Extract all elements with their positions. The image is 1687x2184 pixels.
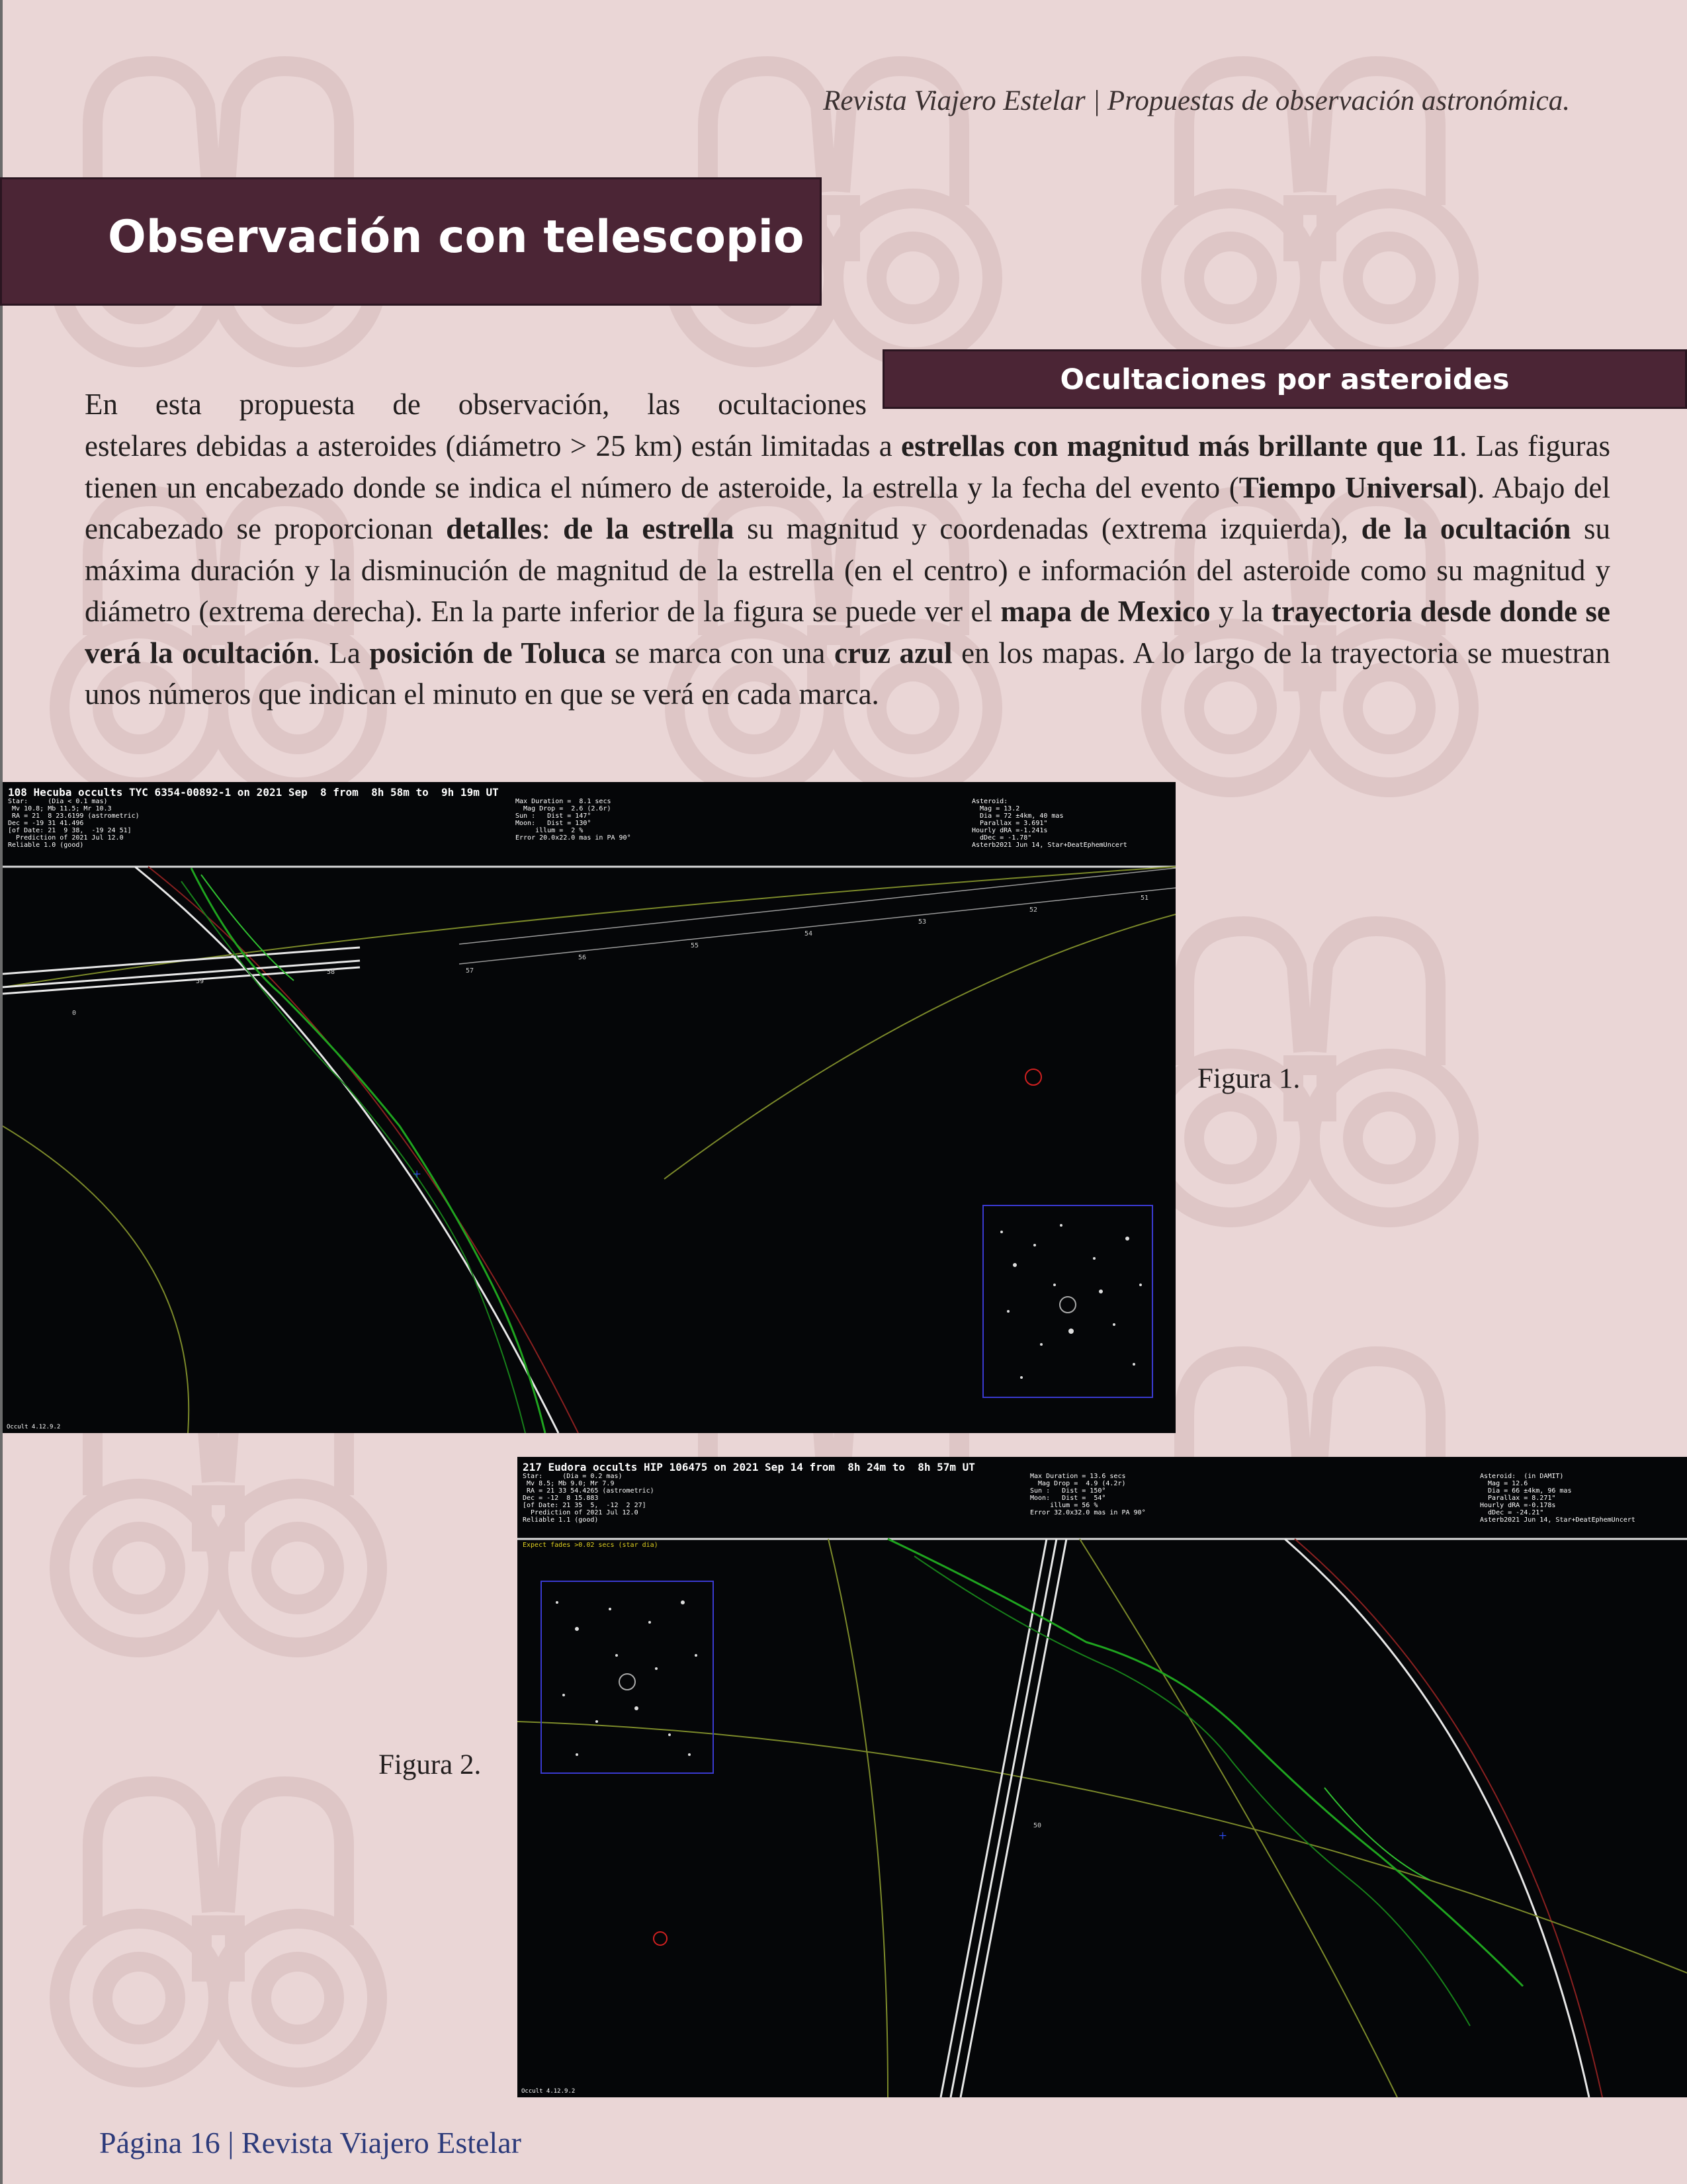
figure-1-star-details: Star: (Dia < 0.1 mas) Mv 10.8; Mb 11.5; Mr 10.3 RA = 21 8 23.6199 (astrometric) Dec = -19 31 41.496 [of Date: 21 9 38, -19 24 51] Prediction of 2021 Jul 12.0 Reliable 1.0 (good): [8, 798, 140, 849]
figure-2-event-details: Max Duration = 13.6 secs Mag Drop = 4.9 (4.2r) Sun : Dist = 150° Moon: Dist = 54° illum = 56 % Error 32.0x32.0 mas in PA 90°: [1030, 1473, 1146, 1516]
figure-2-note: Expect fades >0.02 secs (star dia): [523, 1542, 658, 1549]
minute-label: 56: [578, 954, 587, 961]
figure-2-star-details: Star: (Dia = 0.2 mas) Mv 8.5; Mb 9.0; Mr 7.9 RA = 21 33 54.4265 (astrometric) Dec = -12 8 15.883 [of Date: 21 35 5, -12 2 27] Prediction of 2021 Jul 12.0 Reliable 1.1 (good): [523, 1473, 654, 1524]
section-heading: Ocultaciones por asteroides: [1060, 363, 1510, 396]
page-title: Observación con telescopio: [108, 211, 804, 263]
section-banner: [883, 349, 1687, 409]
minute-label: 57: [466, 967, 474, 975]
title-banner: [0, 177, 822, 306]
minute-label: 0: [72, 1010, 77, 1017]
svg-text:+: +: [1219, 1827, 1227, 1844]
figure-2-header: 217 Eudora occults HIP 106475 on 2021 Sep 14 from 8h 24m to 8h 57m UT: [523, 1461, 975, 1473]
body-first-line: En esta propuesta de observación, las ocultaciones: [85, 388, 867, 421]
figure-1-footer: Occult 4.12.9.2: [7, 1424, 61, 1430]
figure-1-occultation-map: [3, 782, 1176, 1433]
running-head: Revista Viajero Estelar | Propuestas de observación astronómica.: [823, 85, 1570, 116]
figure-2-asteroid-details: Asteroid: (in DAMIT) Mag = 12.6 Dia = 66 ±4km, 96 mas Parallax = 8.271" Hourly dRA =-0.178s dDec = -24.21" Asterb2021 Jun 14, Star+DeatEphemUncert: [1480, 1473, 1635, 1524]
minute-label: 54: [804, 930, 813, 938]
minute-label: 51: [1141, 895, 1149, 902]
figure-1-asteroid-details: Asteroid: Mag = 13.2 Dia = 72 ±4km, 40 mas Parallax = 3.691" Hourly dRA =-1.241s dDec = -1.78" Asterb2021 Jun 14, Star+DeatEphemUncert: [972, 798, 1127, 849]
svg-text:+: +: [413, 1166, 421, 1182]
figure-2-map: [517, 1457, 1687, 2097]
figure-1-header: 108 Hecuba occults TYC 6354-00892-1 on 2021 Sep 8 from 8h 58m to 9h 19m UT: [8, 786, 499, 799]
minute-label: 50: [1033, 1822, 1042, 1829]
minute-label: 52: [1029, 906, 1038, 914]
figure-1-caption: Figura 1.: [1197, 1063, 1301, 1094]
minute-label: 59: [196, 978, 204, 985]
page-footer: Página 16 | Revista Viajero Estelar: [99, 2126, 521, 2160]
minute-label: 53: [918, 918, 927, 926]
figure-2-occultation-map: [517, 1457, 1687, 2097]
figure-2-caption: Figura 2.: [378, 1749, 482, 1780]
figure-1-map: [3, 782, 1176, 1433]
figure-2-footer: Occult 4.12.9.2: [521, 2088, 576, 2095]
minute-label: 55: [691, 942, 699, 949]
minute-label: 58: [327, 969, 335, 976]
body-paragraph: estelares debidas a asteroides (diámetro > 25 km) están limitadas a estrellas con magnitud más brillante que 11. Las figuras tienen un encabezado donde se indica el número de asteroide, la estrella y la fecha del evento (Tiempo Universal). Abajo del encabezado se proporcionan detalles: de la estrella su magnitud y coordenadas (extrema izquierda), de la ocultación su máxima duración y la disminución de magnitud de la estrella (en el centro) e información del asteroide como su magnitud y diámetro (extrema derecha). En la parte inferior de la figura se puede ver el mapa de Mexico y la trayectoria desde donde se verá la ocultación. La posición de Toluca se marca con una cruz azul en los mapas. A lo largo de la trayectoria se muestran unos números que indican el minuto en que se verá en cada marca.: [85, 429, 1610, 711]
figure-1-event-details: Max Duration = 8.1 secs Mag Drop = 2.6 (2.6r) Sun : Dist = 147° Moon: Dist = 130° illum = 2 % Error 20.0x22.0 mas in PA 90°: [515, 798, 631, 842]
